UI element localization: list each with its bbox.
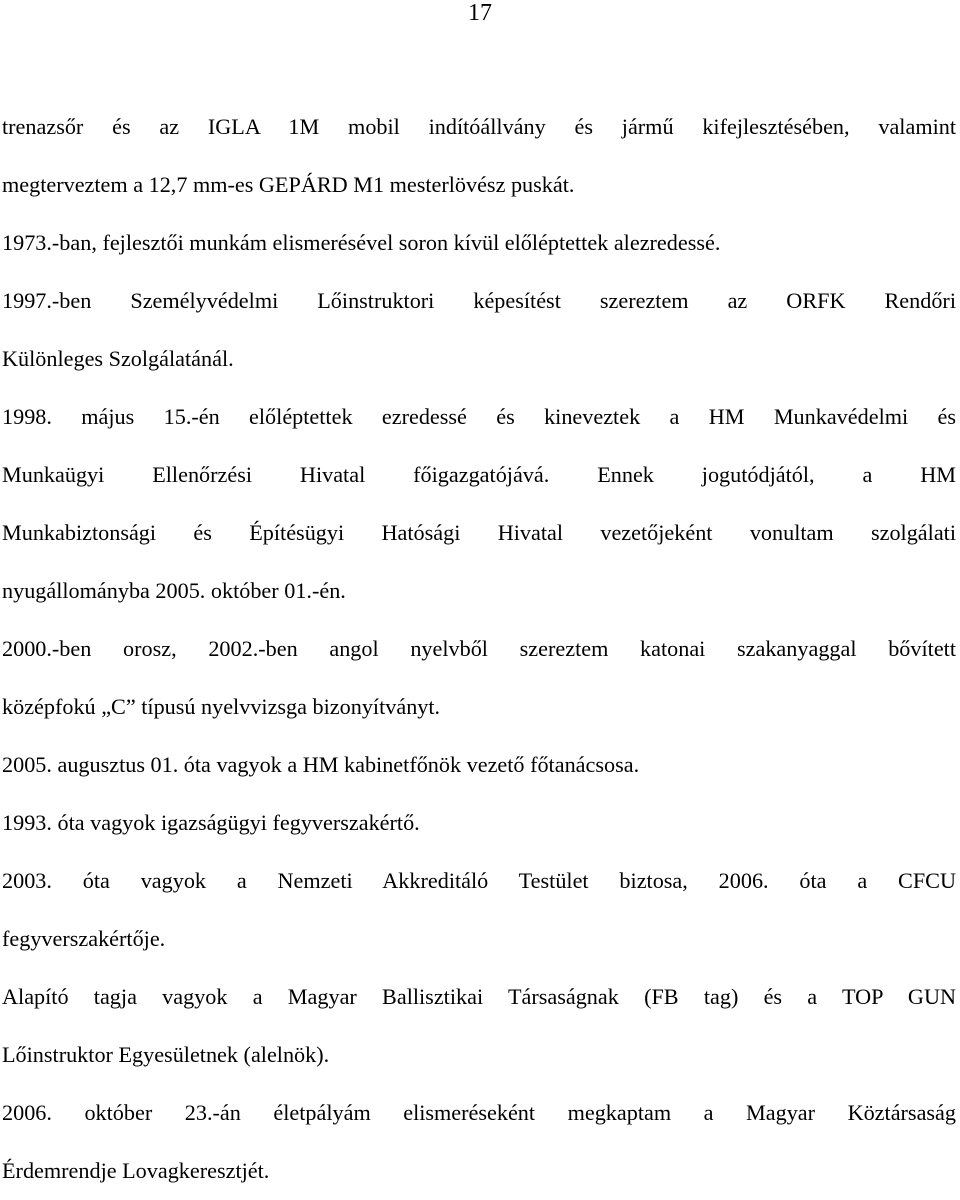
paragraph-2000: [2, 620, 956, 736]
text-line: Érdemrendje Lovagkeresztjét.: [2, 1158, 270, 1183]
paragraph-2003: [2, 852, 956, 968]
paragraph-founding-member: [2, 968, 956, 1084]
text-line: 1973.-ban, fejlesztői munkám elismerésével soron kívül előléptettek alezredessé.: [2, 230, 721, 255]
paragraph-1998: [2, 388, 956, 620]
text-line: 2000.-ben orosz, 2002.-ben angol nyelvből szereztem katonai szakanyaggal bővített: [2, 636, 956, 661]
text-line: fegyverszakértője.: [2, 926, 166, 951]
document-body: [2, 98, 956, 1200]
text-line: 2003. óta vagyok a Nemzeti Akkreditáló Testület biztosa, 2006. óta a CFCU: [2, 868, 956, 893]
paragraph-2005: [2, 736, 956, 794]
paragraph-1997: [2, 272, 956, 388]
text-line: Munkabiztonsági és Építésügyi Hatósági Hivatal vezetőjeként vonultam szolgálati: [2, 520, 956, 545]
text-line: Különleges Szolgálatánál.: [2, 346, 234, 371]
paragraph-1993: [2, 794, 956, 852]
text-line: Lőinstruktor Egyesületnek (alelnök).: [2, 1042, 330, 1067]
paragraph-development: [2, 98, 956, 214]
text-line: 1993. óta vagyok igazságügyi fegyverszakértő.: [2, 810, 420, 835]
text-line: 2006. október 23.-án életpályám elismeréseként megkaptam a Magyar Köztársaság: [2, 1100, 956, 1125]
paragraph-1973: [2, 214, 956, 272]
text-line: 2005. augusztus 01. óta vagyok a HM kabinetfőnök vezető főtanácsosa.: [2, 752, 640, 777]
page-number: 17: [468, 0, 492, 26]
text-line: 1997.-ben Személyvédelmi Lőinstruktori képesítést szereztem az ORFK Rendőri: [2, 288, 956, 313]
text-line: középfokú „C” típusú nyelvvizsga bizonyítványt.: [2, 694, 441, 719]
text-line: 1998. május 15.-én előléptettek ezredessé és kineveztek a HM Munkavédelmi és: [2, 404, 956, 429]
text-line: Alapító tagja vagyok a Magyar Ballisztikai Társaságnak (FB tag) és a TOP GUN: [2, 984, 956, 1009]
paragraph-2006: [2, 1084, 956, 1200]
text-line: megterveztem a 12,7 mm-es GEPÁRD M1 mesterlövész puskát.: [2, 172, 575, 197]
text-line: Munkaügyi Ellenőrzési Hivatal főigazgatójává. Ennek jogutódjától, a HM: [2, 462, 956, 487]
text-line: nyugállományba 2005. október 01.-én.: [2, 578, 346, 603]
text-line: trenazsőr és az IGLA 1M mobil indítóállvány és jármű kifejlesztésében, valamint: [2, 114, 956, 139]
